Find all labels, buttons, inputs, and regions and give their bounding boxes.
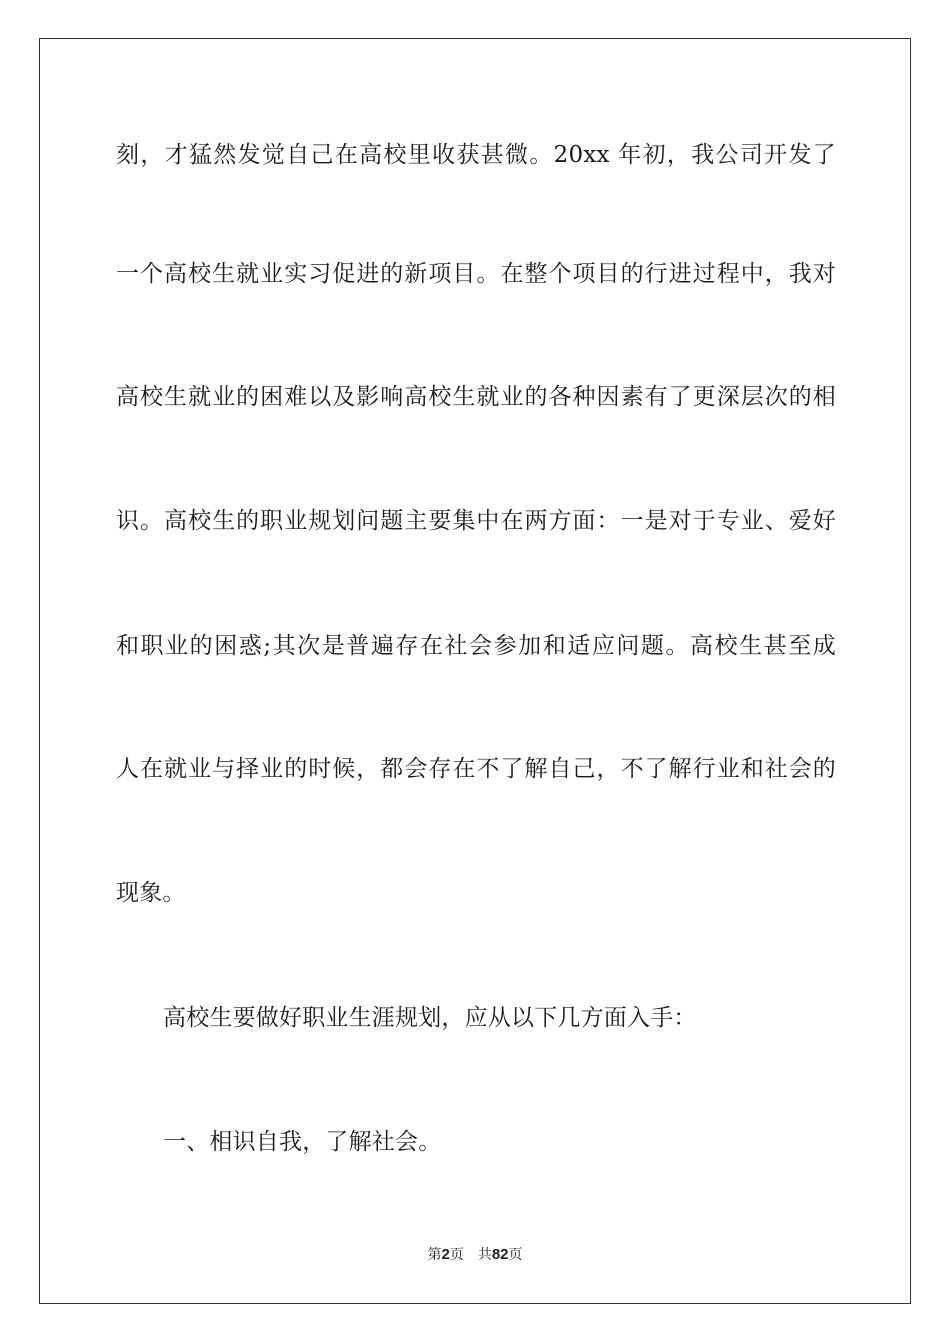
page-footer (0, 1246, 950, 1264)
page-label-suffix: 页 (449, 1247, 464, 1263)
page-border (39, 38, 911, 1304)
body-text-line-6: 人在就业与择业的时候，都会存在不了解自己，不了解行业和社会的 (116, 756, 836, 782)
section-heading: 一、相识自我，了解社会。 (163, 1129, 442, 1155)
total-pages: 82 (491, 1246, 509, 1263)
page-label-prefix: 第 (427, 1247, 442, 1263)
body-text-line-7: 现象。 (116, 880, 186, 906)
body-text-line-5: 和职业的困惑;其次是普遍存在社会参加和适应问题。高校生甚至成 (116, 633, 836, 659)
total-label-prefix: 共 (477, 1247, 492, 1263)
body-text-line-3: 高校生就业的困难以及影响高校生就业的各种因素有了更深层次的相 (116, 384, 836, 410)
page-number: 2 (441, 1246, 450, 1263)
body-text-line-4: 识。高校生的职业规划问题主要集中在两方面：一是对于专业、爱好 (116, 508, 836, 534)
total-label-suffix: 页 (508, 1247, 523, 1263)
paragraph-intro: 高校生要做好职业生涯规划，应从以下几方面入手： (163, 1005, 697, 1031)
body-text-line-2: 一个高校生就业实习促进的新项目。在整个项目的行进过程中，我对 (116, 261, 836, 287)
body-text-line-1: 刻，才猛然发觉自己在高校里收获甚微。20xx 年初，我公司开发了 (116, 142, 836, 168)
